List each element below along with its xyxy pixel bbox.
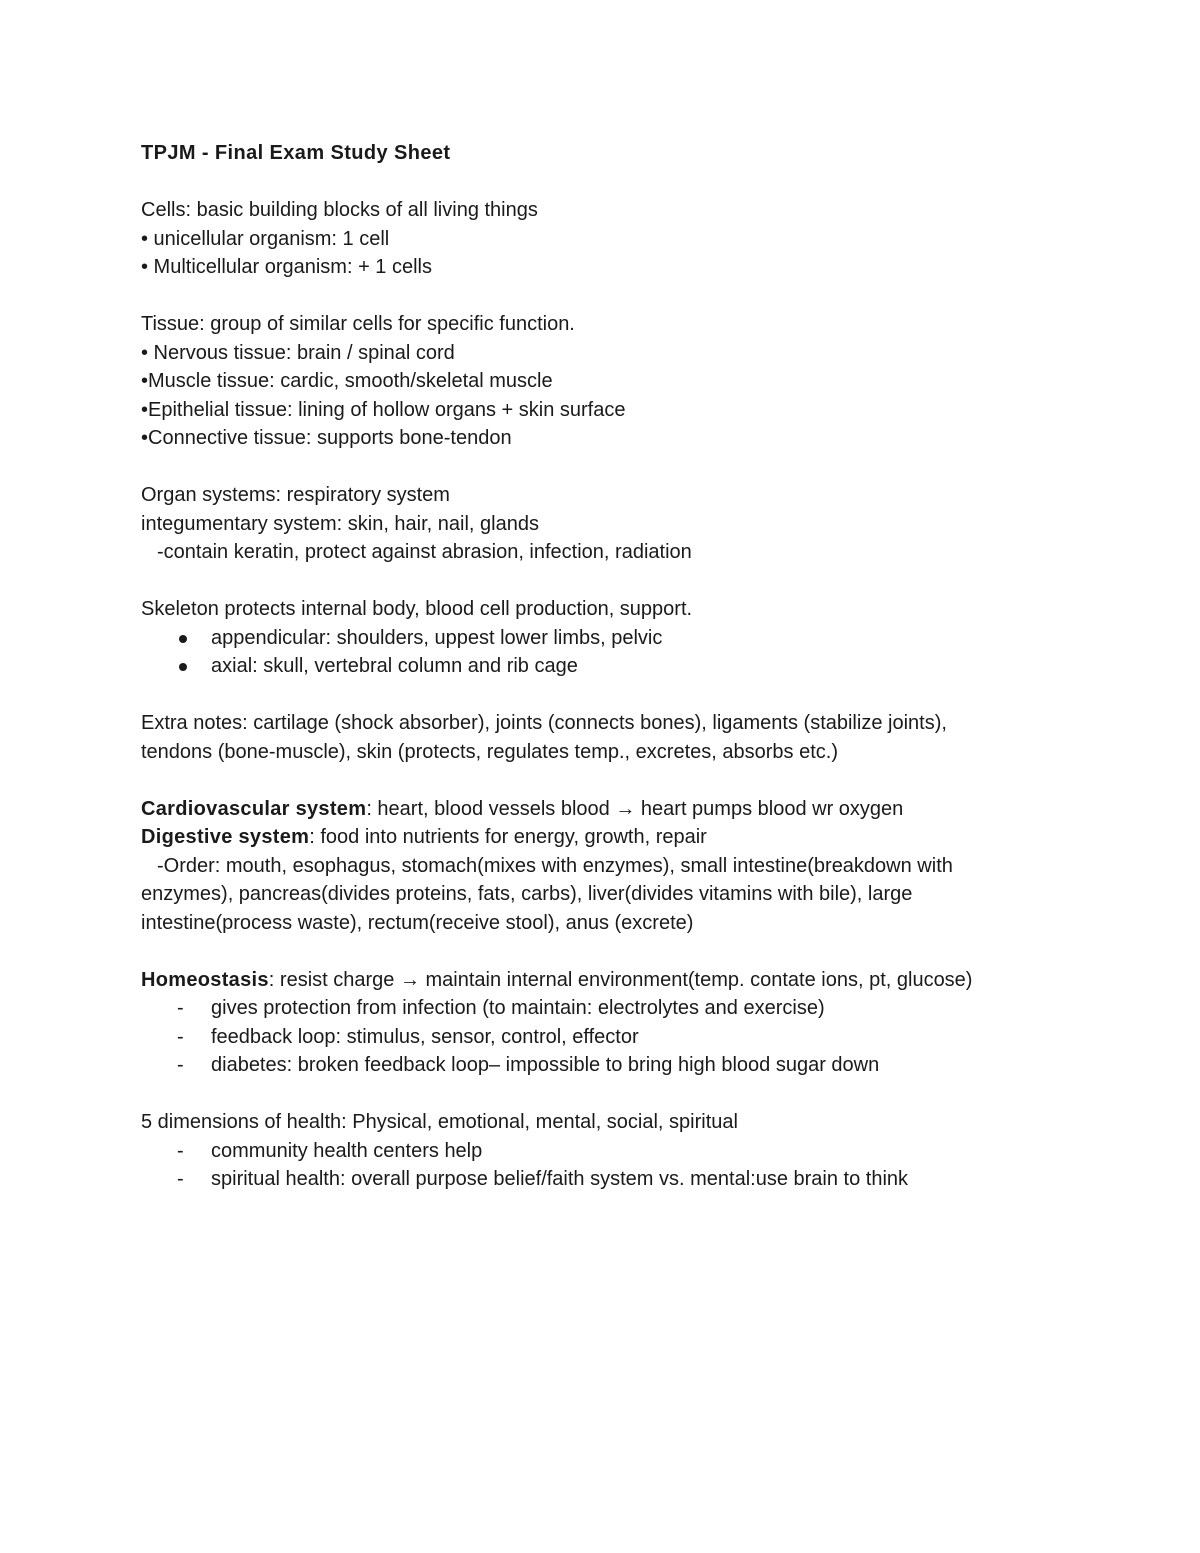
spacer [141,766,1061,795]
dash-marker: - [177,1139,184,1162]
cells-heading: Cells: basic building blocks of all living things [141,199,538,221]
homeostasis-item-text: feedback loop: stimulus, sensor, control, effector [211,1025,639,1048]
spacer [141,168,1061,197]
health-item-text: community health centers help [211,1139,483,1162]
organ-systems-line: Organ systems: respiratory system [141,484,450,506]
health-item-text: spiritual health: overall purpose belief/faith system vs. mental:use brain to think [211,1168,909,1190]
digestive-order-line-1: -Order: mouth, esophagus, stomach(mixes with enzymes), small intestine(breakdown with [157,854,953,877]
skeleton-heading: Skeleton protects internal body, blood cell production, support. [141,598,693,620]
spacer [141,567,1061,596]
cardiovascular-line [141,795,1061,824]
homeostasis-label: Homeostasis [141,968,269,991]
document-title: TPJM - Final Exam Study Sheet [141,142,451,164]
homeostasis-line [141,966,1061,995]
digestive-order-line-3: intestine(process waste), rectum(receive stool), anus (excrete) [141,911,694,934]
homeostasis-item-text: diabetes: broken feedback loop– impossible to bring high blood sugar down [211,1054,880,1076]
digestive-label: Digestive system [141,826,310,848]
extra-notes-line-1: Extra notes: cartilage (shock absorber), joints (connects bones), ligaments (stabilize joints), [141,712,947,734]
homeostasis-item-text: gives protection from infection (to maintain: electrolytes and exercise) [211,997,825,1019]
homeostasis-text: : resist charge → maintain internal environment(temp. contate ions, pt, glucose) [268,968,973,991]
digestive-order-line-2: enzymes), pancreas(divides proteins, fats, carbs), liver(divides vitamins with bile), large [141,883,913,905]
bullet-icon [179,663,187,671]
tissue-item-nervous: • Nervous tissue: brain / spinal cord [141,341,455,364]
spacer [141,282,1061,311]
integumentary-line: integumentary system: skin, hair, nail, glands [141,512,539,535]
tissue-item-muscle: •Muscle tissue: cardic, smooth/skeletal muscle [141,370,553,392]
tissue-heading: Tissue: group of similar cells for specific function. [141,313,575,335]
spacer [141,937,1061,966]
skeleton-item-axial [141,652,1061,681]
tissue-item-connective: •Connective tissue: supports bone-tendon [141,427,512,449]
document-body [141,139,1061,1194]
extra-notes-line-2: tendons (bone-muscle), skin (protects, regulates temp., excretes, absorbs etc.) [141,740,838,763]
digestive-text: : food into nutrients for energy, growth, repair [309,826,707,848]
health-item-community [141,1137,1061,1166]
spacer [141,681,1061,710]
cardiovascular-label: Cardiovascular system [141,797,367,820]
homeostasis-item-diabetes [141,1051,1061,1080]
cells-item-multicellular: • Multicellular organism: + 1 cells [141,256,432,278]
bullet-icon [179,635,187,643]
dash-marker: - [177,997,184,1019]
skeleton-item-appendicular [141,624,1061,653]
homeostasis-item-feedback [141,1023,1061,1052]
cardiovascular-text: : heart, blood vessels blood → heart pumps blood wr oxygen [366,797,904,820]
skeleton-item-text: appendicular: shoulders, uppest lower limbs, pelvic [211,626,663,649]
keratin-line: -contain keratin, protect against abrasion, infection, radiation [157,541,692,563]
digestive-line [141,823,1061,852]
cells-item-unicellular: • unicellular organism: 1 cell [141,227,390,250]
dash-marker: - [177,1054,184,1076]
health-item-spiritual [141,1165,1061,1194]
dash-marker: - [177,1168,184,1190]
skeleton-item-text: axial: skull, vertebral column and rib cage [211,655,578,677]
dash-marker: - [177,1025,184,1048]
spacer [141,453,1061,482]
homeostasis-item-protection [141,994,1061,1023]
health-heading: 5 dimensions of health: Physical, emotional, mental, social, spiritual [141,1111,738,1133]
spacer [141,1080,1061,1109]
tissue-item-epithelial: •Epithelial tissue: lining of hollow organs + skin surface [141,398,626,421]
